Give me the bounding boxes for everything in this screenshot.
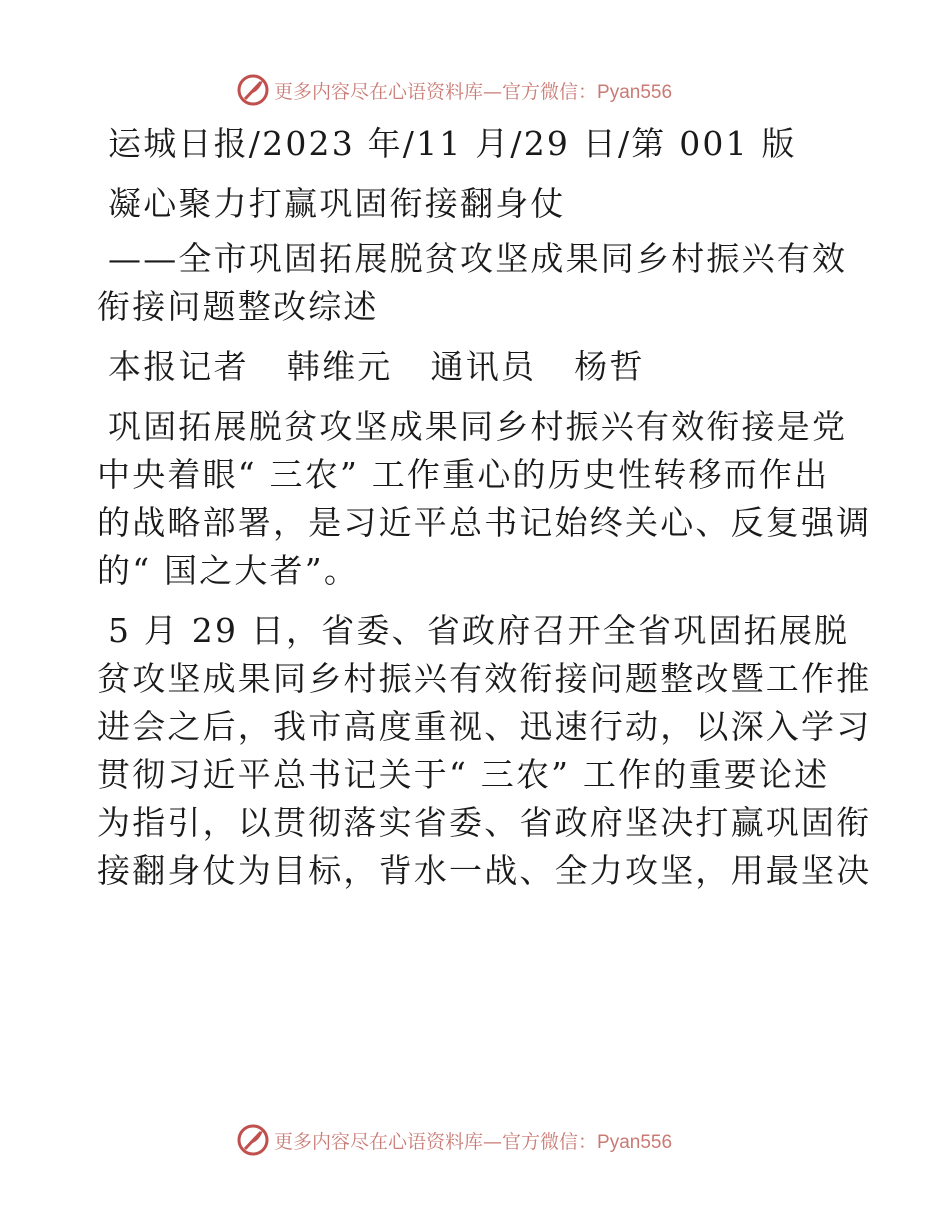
paragraph-line: 中央着眼“ 三农” 工作重心的历史性转移而作出 — [97, 455, 830, 494]
feather-pen-seal-icon — [236, 1123, 270, 1157]
paragraph-line: 贫攻坚成果同乡村振兴有效衔接问题整改暨工作推 — [97, 659, 872, 698]
watermark-top — [236, 73, 672, 107]
watermark-bottom — [236, 1123, 672, 1157]
paragraph-2 — [97, 607, 872, 895]
paragraph-line: 巩固拓展脱贫攻坚成果同乡村振兴有效衔接是党 — [108, 407, 848, 446]
paragraph-line: 的战略部署，是习近平总书记始终关心、反复强调 — [97, 503, 872, 542]
paragraph-line: 5 月 29 日，省委、省政府召开全省巩固拓展脱 — [108, 611, 850, 650]
watermark-wechat-id: Pyan556 — [597, 81, 673, 103]
article-title: 凝心聚力打赢巩固衔接翻身仗 — [108, 184, 566, 223]
paragraph-line: 为指引，以贯彻落实省委、省政府坚决打赢巩固衔 — [97, 803, 872, 842]
dateline: 运城日报/2023 年/11 月/29 日/第 001 版 — [108, 124, 797, 163]
paragraph-1 — [97, 403, 872, 595]
paragraph-line: 进会之后，我市高度重视、迅速行动，以深入学习 — [97, 707, 872, 746]
paragraph-line: 的“ 国之大者”。 — [97, 551, 360, 590]
paragraph-line: 接翻身仗为目标，背水一战、全力攻坚，用最坚决 — [97, 851, 872, 890]
article-subtitle-line: ——全市巩固拓展脱贫攻坚成果同乡村振兴有效 — [108, 239, 848, 278]
paragraph-line: 贯彻习近平总书记关于“ 三农” 工作的重要论述 — [97, 755, 830, 794]
watermark-text: 更多内容尽在心语资料库—官方微信：Pyan556 — [274, 1130, 673, 1153]
watermark-wechat-id: Pyan556 — [597, 1131, 673, 1153]
feather-pen-seal-icon — [236, 73, 270, 107]
watermark-text: 更多内容尽在心语资料库—官方微信：Pyan556 — [274, 80, 673, 103]
article-subtitle-line: 衔接问题整改综述 — [97, 287, 379, 326]
byline: 本报记者 韩维元 通讯员 杨哲 — [108, 347, 645, 386]
article-body — [97, 120, 872, 895]
